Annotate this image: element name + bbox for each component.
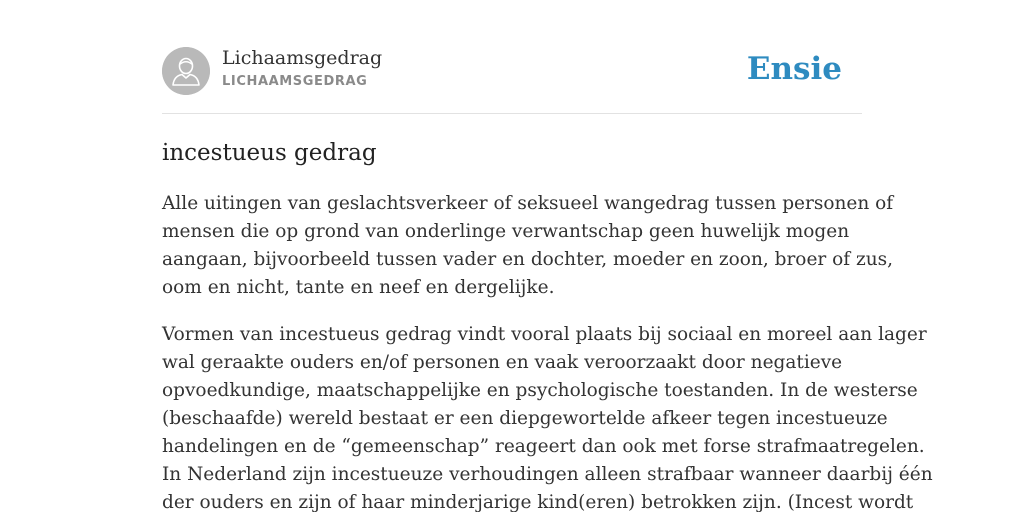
text-line: Vormen van incestueus gedrag vindt vooral plaats bij sociaal en moreel aan lager [162,324,927,345]
text-line: Alle uitingen van geslachtsverkeer of seksueel wangedrag tussen personen of [162,193,894,214]
author-category[interactable]: LICHAAMSGEDRAG [222,74,368,89]
text-line: aangaan, bijvoorbeeld tussen vader en dochter, moeder en zoon, broer of zus, [162,249,894,270]
text-line: (beschaafde) wereld bestaat er een diepgewortelde afkeer tegen incestueuze [162,408,888,429]
text-line: handelingen en de “gemeenschap” reageert dan ook met forse strafmaatregelen. [162,436,925,457]
ensie-logo[interactable]: Ensie [746,51,842,87]
text-line: oom en nicht, tante en neef en dergelijke. [162,277,555,298]
user-silhouette-icon [162,47,210,95]
article-title: incestueus gedrag [162,140,377,166]
text-line: wal geraakte ouders en/of personen en vaak veroorzaakt door negatieve [162,352,843,373]
avatar[interactable] [162,47,210,95]
paragraph-1 [162,190,894,302]
article-header [162,0,862,114]
article-card [162,0,933,512]
text-line: In Nederland zijn incestueuze verhoudingen alleen strafbaar wanneer daarbij één [162,464,933,485]
author-name[interactable]: Lichaamsgedrag [222,47,383,69]
text-line: mensen die op grond van onderlinge verwantschap geen huwelijk mogen [162,221,850,242]
paragraph-2 [162,321,933,512]
text-line: opvoedkundige, maatschappelijke en psychologische toestanden. In de westerse [162,380,918,401]
article-body [162,190,933,512]
text-line: der ouders en zijn of haar minderjarige kind(eren) betrokken zijn. (Incest wordt [162,492,914,512]
